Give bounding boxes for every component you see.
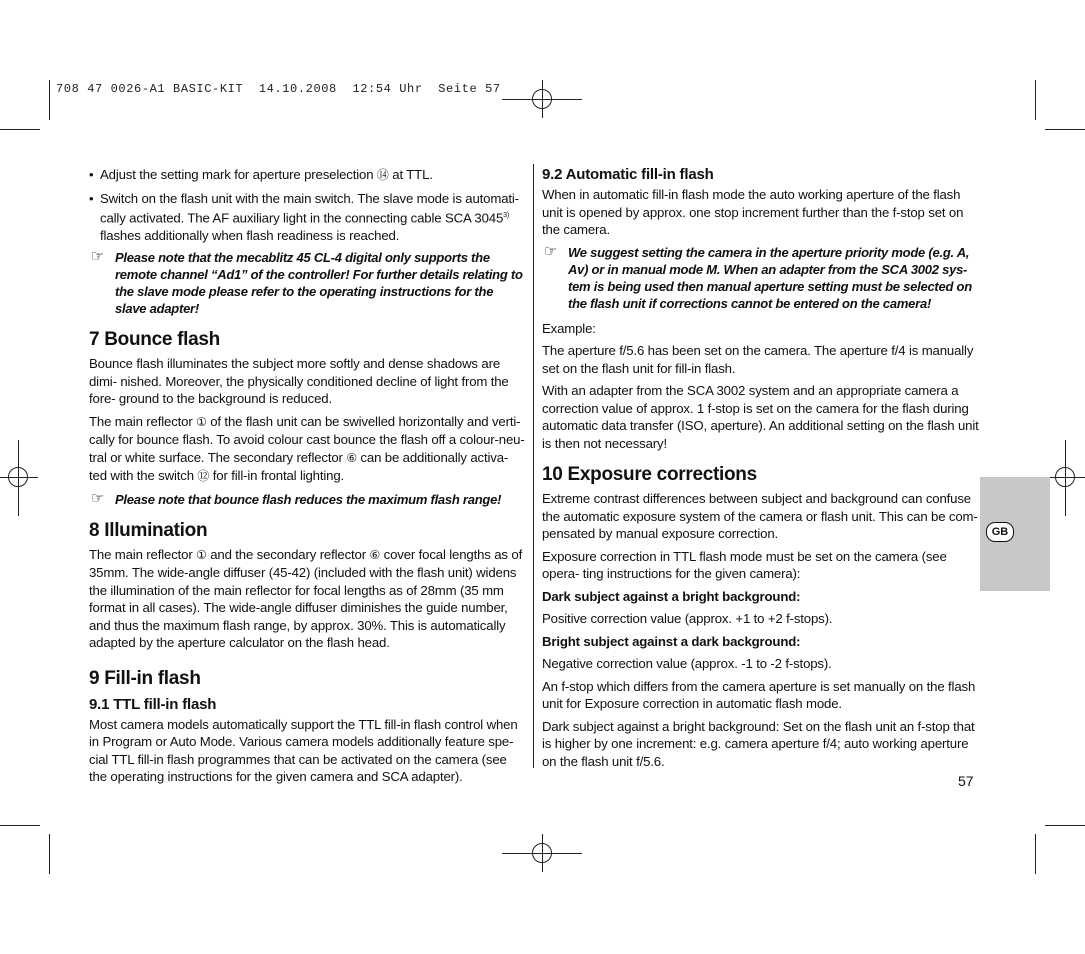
paragraph: When in automatic fill-in flash mode the auto working aperture of the flash unit is opened by approx. one stop increment further than the f-stop set on the camera. — [542, 187, 964, 237]
pointing-hand-icon: ☞ — [91, 248, 105, 266]
page-number: 57 — [958, 773, 974, 789]
paragraph: Example: — [542, 320, 596, 336]
subsection-heading: 9.1 TTL fill-in flash — [89, 695, 217, 713]
section-heading: 8 Illumination — [89, 519, 208, 541]
note-callout: ☞ Please note that bounce flash reduces the maximum flash range! — [91, 489, 502, 507]
paragraph: The main reflector ① of the flash unit can be swivelled horizontally and verti- cally for bounce flash. To avoid colour cast bounce the flash off a colour-neu- tral or white surface. The secondary reflector ⑥ can be additionally activa- ted with the switch ⑫ for fill-in frontal lighting. — [89, 413, 525, 484]
reference-number: ⑫ — [197, 469, 210, 484]
reference-number: ⑥ — [346, 450, 357, 465]
crop-mark — [0, 825, 40, 826]
column-divider — [533, 164, 534, 768]
registration-mark — [532, 843, 552, 863]
subsection-heading: 9.2 Automatic fill-in flash — [542, 166, 714, 183]
paragraph: Extreme contrast differences between subject and background can confuse the automatic exposure system of the camera or flash unit. This can be com- pensated by manual exposure correction. — [542, 491, 978, 541]
reference-number: ⑥ — [369, 547, 381, 562]
paragraph: Negative correction value (approx. -1 to -2 f-stops). — [542, 656, 832, 671]
section-heading: 7 Bounce flash — [89, 329, 220, 351]
right-column — [542, 166, 980, 775]
paragraph: With an adapter from the SCA 3002 system and an appropriate camera a correction value of approx. 1 f-stop is set on the camera for the flash during automatic data transfer (ISO, aperture). An additional setting on the flash unit is then not necessary! — [542, 383, 979, 451]
section-heading: 9 Fill-in flash — [89, 667, 201, 689]
note-callout: ☞ Please note that the mecablitz 45 CL-4 digital only supports the remote channel “Ad1” of the controller! For further details relating to the slave mode please refer to the operating instructions for the slave adapter! — [91, 248, 523, 317]
language-badge: GB — [986, 522, 1014, 542]
registration-mark — [532, 89, 552, 109]
paragraph: Positive correction value (approx. +1 to +2 f-stops). — [542, 611, 833, 626]
paragraph: The main reflector ① and the secondary reflector ⑥ cover focal lengths as of 35mm. The wide-angle diffuser (45-42) (included with the flash unit) widens the illumination of the main reflector for focal lengths as of 28mm (35 mm format in all cases). The wide-angle diffuser diminishes the guide number, and thus the maximum flash range, by approx. 30%. This is automatically adapted by the aperture calculator on the flash head. — [89, 546, 523, 651]
left-column — [89, 166, 525, 791]
paragraph: The aperture f/5.6 has been set on the camera. The aperture f/4 is manually set on the flash unit for fill-in flash. — [542, 343, 974, 376]
paragraph: Bounce flash illuminates the subject more softly and dense shadows are dimi- nished. Moreover, the physically conditioned decline of light from the fore- ground to the background is reduced. — [89, 356, 509, 407]
bullet-list — [89, 166, 525, 244]
paragraph: Dark subject against a bright background: Set on the flash unit an f-stop that is higher by one increment: e.g. camera aperture f/4; auto working aperture on the flash unit f/5.6. — [542, 718, 975, 769]
crop-mark — [0, 129, 40, 130]
list-item: • Switch on the flash unit with the main switch. The slave mode is automati- cally activated. The AF auxiliary light in the connecting cable SCA 3045$^{3)}$ flashes additionally when flash readiness is reached. — [89, 190, 525, 245]
bold-label: Bright subject against a dark background: — [542, 633, 801, 649]
crop-mark — [1045, 129, 1085, 130]
reference-number: ① — [196, 414, 207, 429]
pointing-hand-icon: ☞ — [544, 242, 558, 260]
list-item: • Adjust the setting mark for aperture preselection ⑭ at TTL. — [89, 166, 525, 185]
reference-number: ⑭ — [376, 168, 389, 182]
registration-mark — [8, 467, 28, 487]
crop-mark — [49, 834, 50, 874]
paragraph: Most camera models automatically support the TTL fill-in flash control when in Program or Auto Mode. Various camera models additionally feature spe- cial TTL fill-in flash programmes that can be activated on the camera (see the operating instructions for the given camera and SCA adapter). — [89, 716, 518, 785]
footnote-marker: 3) — [503, 212, 510, 219]
reference-number: ① — [196, 547, 207, 562]
bold-label: Dark subject against a bright background: — [542, 588, 801, 604]
crop-mark — [1045, 825, 1085, 826]
crop-mark — [1035, 80, 1036, 120]
section-heading: 10 Exposure corrections — [542, 464, 757, 485]
print-slug: 708 47 0026-A1 BASIC-KIT 14.10.2008 12:54 Uhr Seite 57 — [56, 82, 501, 96]
pointing-hand-icon: ☞ — [91, 489, 105, 507]
registration-mark — [1055, 467, 1075, 487]
note-callout: ☞ We suggest setting the camera in the aperture priority mode (e.g. A, Av) or in manual mode M. When an adapter from the SCA 3002 sys- tem is being used then manual aperture setting must be selected on the flash unit if corrections cannot be entered on the camera! — [544, 242, 972, 311]
crop-mark — [49, 80, 50, 120]
crop-mark — [1035, 834, 1036, 874]
paragraph: Exposure correction in TTL flash mode must be set on the camera (see opera- ting instructions for the given camera): — [542, 548, 947, 581]
paragraph: An f-stop which differs from the camera aperture is set manually on the flash unit for Exposure correction in automatic flash mode. — [542, 678, 976, 711]
